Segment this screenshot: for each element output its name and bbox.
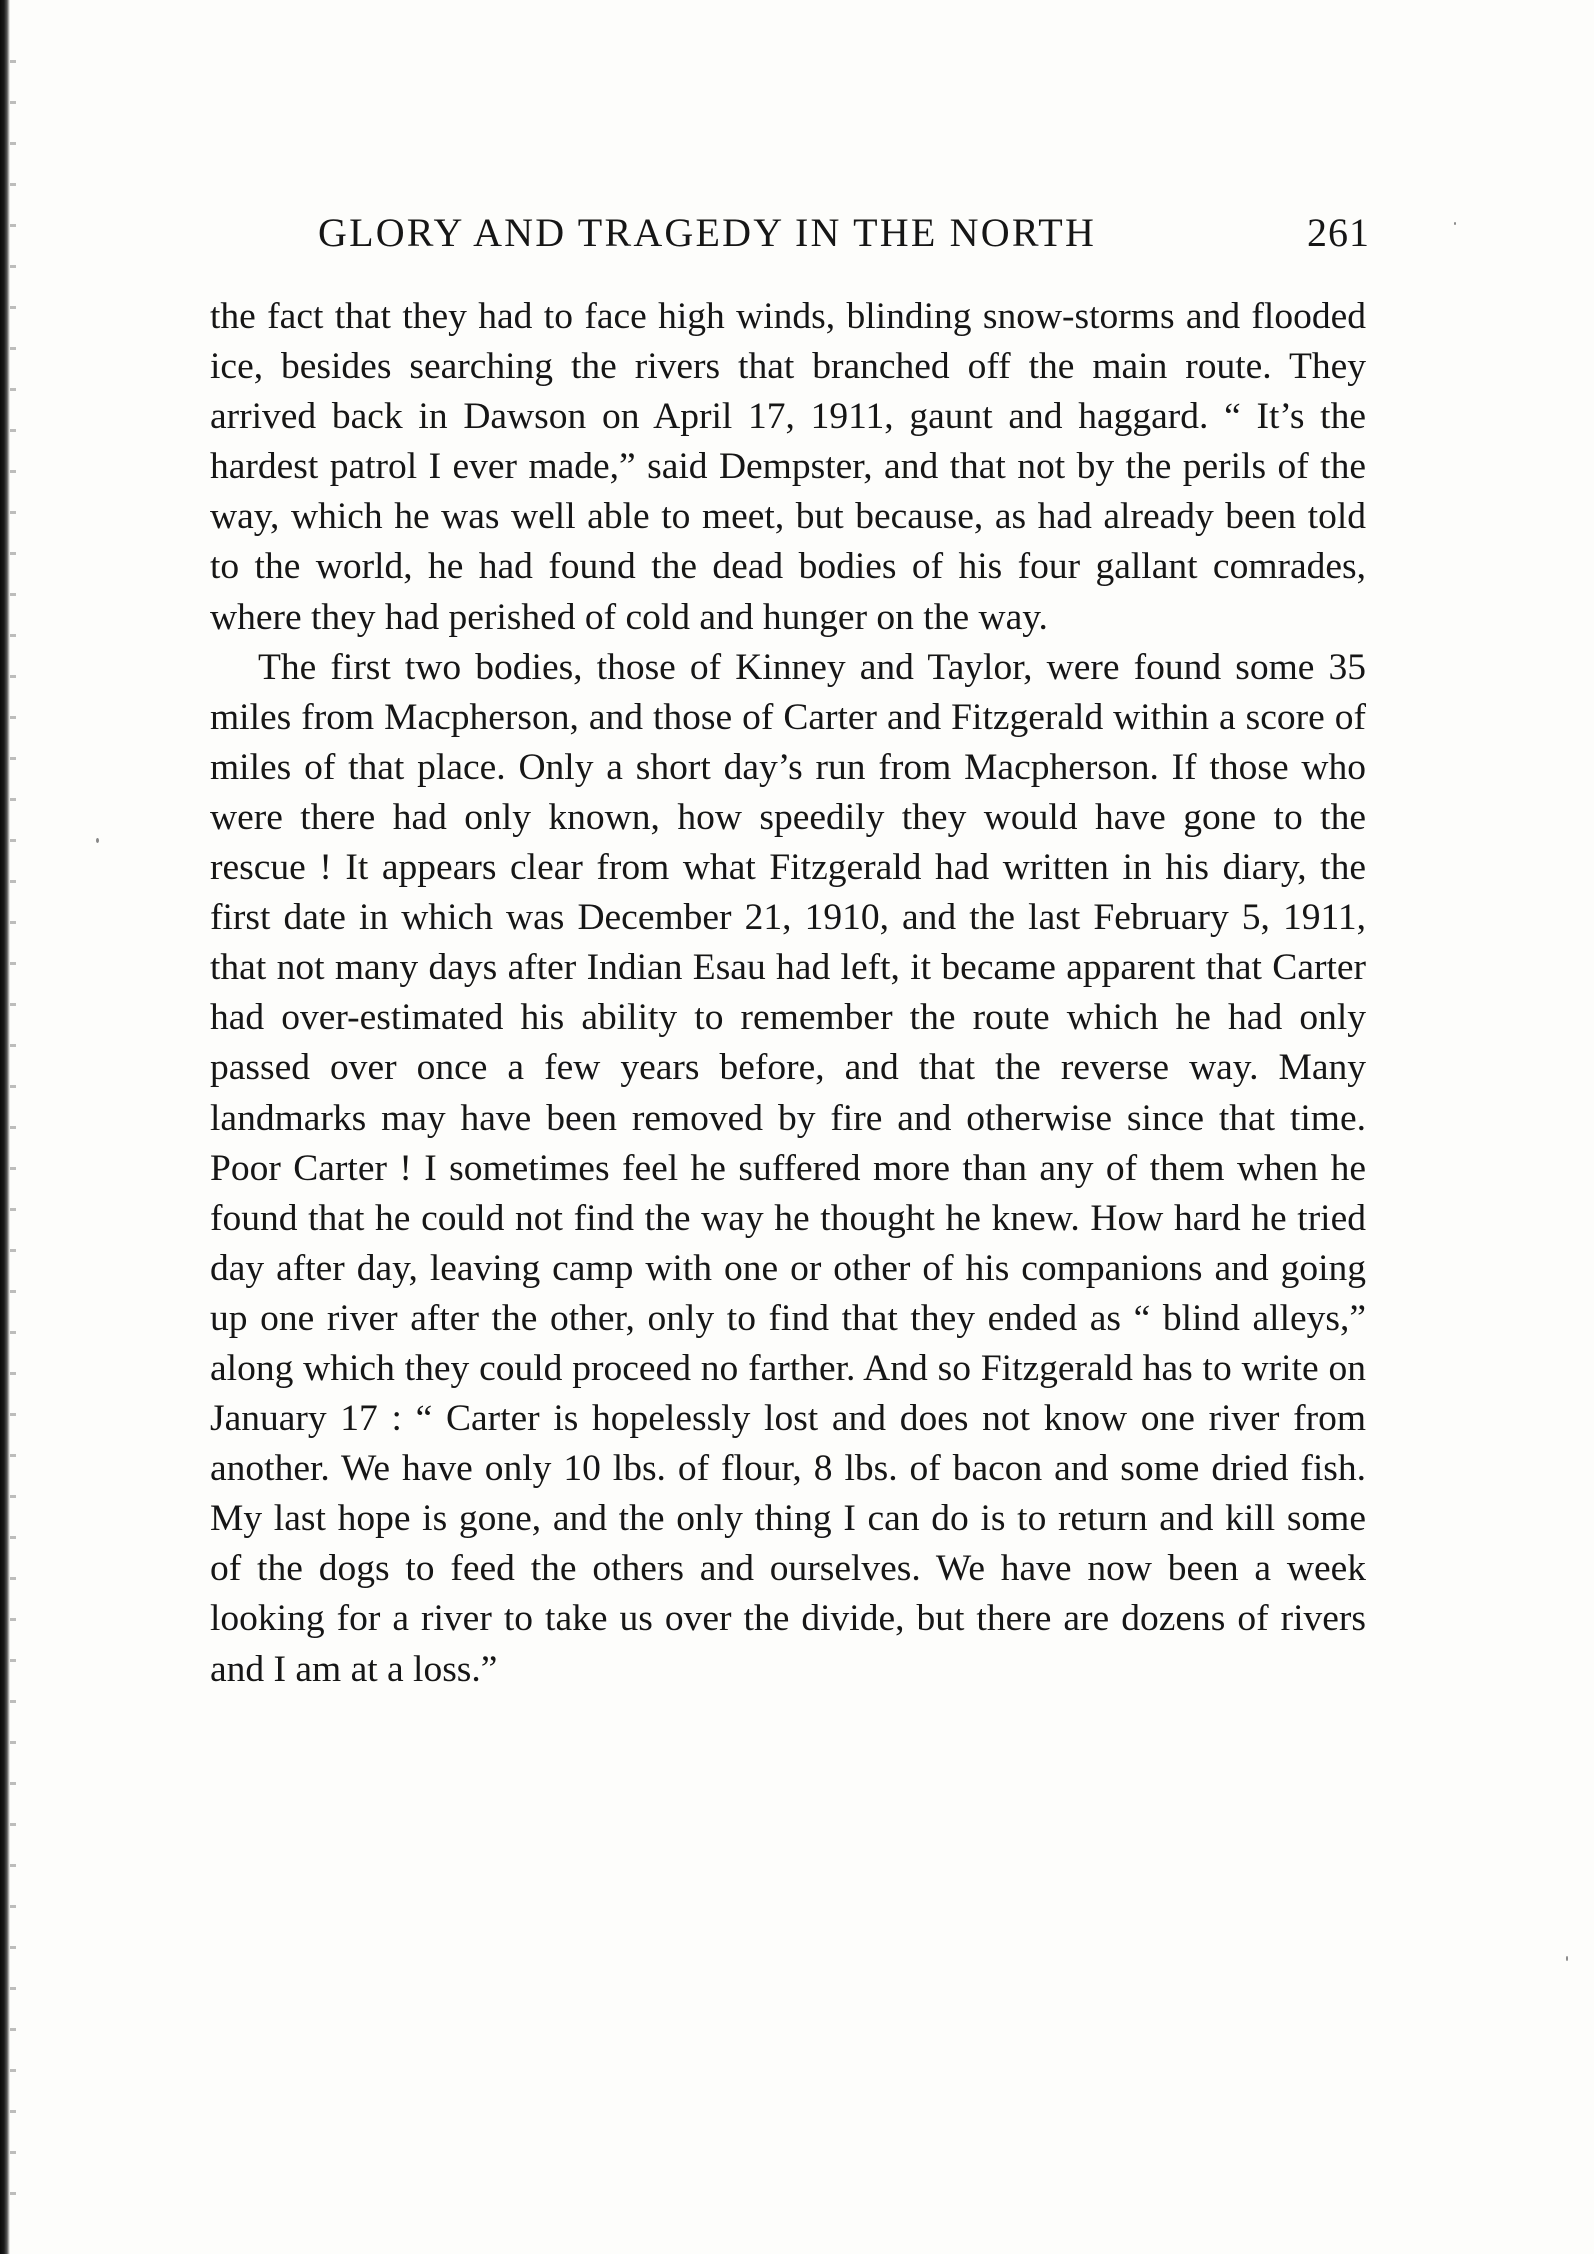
paragraph-1: the fact that they had to face high winds, blinding snow-storms and flooded ice, besides searching the rivers that branched off the main route. They arrived back in Dawson on April 17, 1911, gaunt and haggard. “ It’s the hardest patrol I ever made,” said Dempster, and that not by the perils of the way, which he was well able to meet, but because, as had already been told to the world, he had found the dead bodies of his four gallant comrades, where they had perished of cold and hunger on the way. xyxy=(210,296,1366,638)
page-number: 261 xyxy=(1307,210,1370,255)
paragraph-2: The first two bodies, those of Kinney and Taylor, were found some 35 miles from Macpherson, and those of Carter and Fitzgerald within a score of miles of that place. Only a short day’s run from Macpherson. If those who were there had only known, how speedily they would have gone to the rescue ! It appears clear from what Fitzgerald had written in his diary, the first date in which was December 21, 1910, and the last February 5, 1911, that not many days after Indian Esau had left, it became apparent that Carter had over-estimated his ability to remember the route which he had only passed over once a few years before, and that the reverse way. Many landmarks may have been removed by fire and otherwise since that time. Poor Carter ! I sometimes feel he suffered more than any of them when he found that he could not find the way he thought he knew. How hard he tried day after day, leaving camp with one or other of his companions and going up one river after the other, only to find that they ended as “ blind alleys,” along which they could proceed no farther. And so Fitzgerald has to write on January 17 : “ Carter is hopelessly lost and does not know one river from another. We have only 10 lbs. of flour, 8 lbs. of bacon and some dried fish. My last hope is gone, and the only thing I can do is to return and kill some of the dogs to feed the others and ourselves. We have now been a week looking for a river to take us over the divide, but there are dozens of rivers and I am at a loss.” xyxy=(210,646,1366,1690)
running-head-title: GLORY AND TRAGEDY IN THE NORTH xyxy=(318,210,1097,255)
running-head xyxy=(318,208,1370,258)
paper-speck xyxy=(96,838,99,843)
binding-shadow xyxy=(10,60,16,2210)
body-text xyxy=(210,292,1366,1695)
page-binding-edge xyxy=(0,0,10,2254)
paper-speck xyxy=(1454,222,1456,225)
paper-speck xyxy=(1566,1956,1568,1961)
